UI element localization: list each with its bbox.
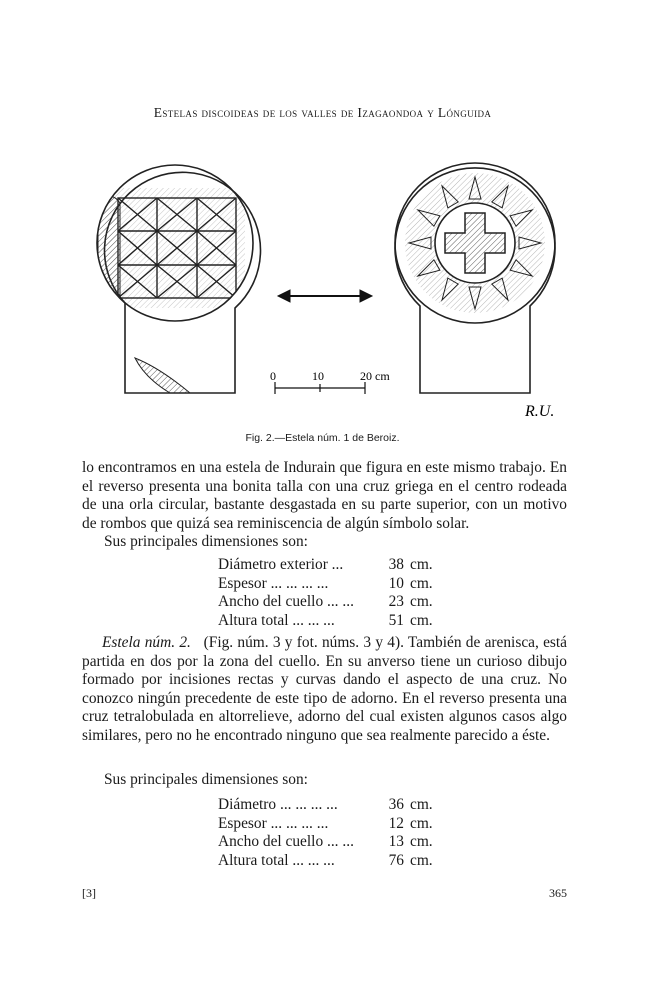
dim-name: Ancho del cuello ... ... (218, 593, 354, 611)
dim-unit: cm. (410, 796, 433, 813)
figure-caption: Fig. 2.—Estela núm. 1 de Beroiz. (245, 432, 400, 444)
dimensions-table-1 (218, 556, 433, 630)
dim-unit: cm. (410, 556, 433, 573)
page-number: 365 (549, 886, 567, 900)
scale-label-20: 20 cm (360, 369, 390, 383)
dim-value: 23 (388, 593, 404, 611)
dim-value: 51 (388, 611, 404, 629)
paragraph-1: lo encontramos en una estela de Indurain que figura en este mismo trabajo. En el reverso presenta una bonita talla con una cruz griega en el centro rodeada de una orla circular, bastante desgastada en su parte superior, con un motivo de rombos que quizá sea reminiscencia de algún símbolo solar. (82, 459, 567, 532)
dim-unit: cm. (410, 574, 433, 592)
stela-front-drawing (97, 165, 261, 393)
dim-name: Altura total ... ... ... (218, 851, 335, 869)
dim-name: Diámetro exterior ... (218, 556, 344, 573)
dim-value: 76 (388, 851, 404, 869)
table-row (218, 575, 433, 594)
dim-name: Diámetro ... ... ... ... (218, 796, 338, 813)
paragraph-2-body: (Fig. núm. 3 y fot. núms. 3 y 4). También de arenisca, está partida en dos por la zona del cuello. En su anverso tiene un curioso dibujo formado por incisiones rectas y curvas dando el aspecto de una cruz. No conozco ningún precedente de este tipo de adorno. En el reverso presenta una cruz tetralobulada en altorrelieve, adorno del cual existen algunos casos algo similares, pero no he encontrado ninguno que sea realmente parecido a éste. (82, 634, 568, 744)
dimensions-table-2 (218, 796, 433, 870)
dim-name: Espesor ... ... ... ... (218, 574, 329, 592)
section-number: [3] (82, 886, 96, 900)
dim-unit: cm. (410, 593, 433, 611)
dim-value: 38 (388, 556, 404, 573)
dim-unit: cm. (410, 851, 433, 869)
dim-value: 12 (388, 814, 404, 832)
dim-value: 13 (388, 833, 404, 851)
table-row (218, 612, 433, 631)
table-row (218, 852, 433, 871)
scale-label-0: 0 (270, 369, 276, 383)
double-arrow-icon (278, 290, 372, 302)
dim-unit: cm. (410, 611, 433, 629)
table-row (218, 593, 433, 612)
figure-stela-drawing (90, 148, 560, 428)
dim-name: Altura total ... ... ... (218, 611, 335, 629)
dim-name: Ancho del cuello ... ... (218, 833, 354, 851)
dimensions-lead-2: Sus principales dimensiones son: (104, 771, 308, 788)
signature: R.U. (525, 403, 555, 420)
table-row (218, 556, 433, 575)
table-row (218, 833, 433, 852)
dim-unit: cm. (410, 833, 433, 851)
dim-name: Espesor ... ... ... ... (218, 814, 329, 832)
paragraph-2 (82, 634, 567, 746)
dim-unit: cm. (410, 814, 433, 832)
dim-value: 36 (388, 796, 404, 813)
dim-value: 10 (388, 574, 404, 592)
stela-back-drawing (395, 163, 555, 393)
dimensions-lead-1: Sus principales dimensiones son: (104, 533, 308, 550)
stela-2-title: Estela núm. 2. (102, 634, 191, 651)
scale-label-10: 10 (312, 369, 324, 383)
table-row (218, 796, 433, 815)
scale-bar (275, 382, 365, 394)
running-head: Estelas discoideas de los valles de Izagaondoa y Lónguida (153, 105, 492, 120)
table-row (218, 815, 433, 834)
